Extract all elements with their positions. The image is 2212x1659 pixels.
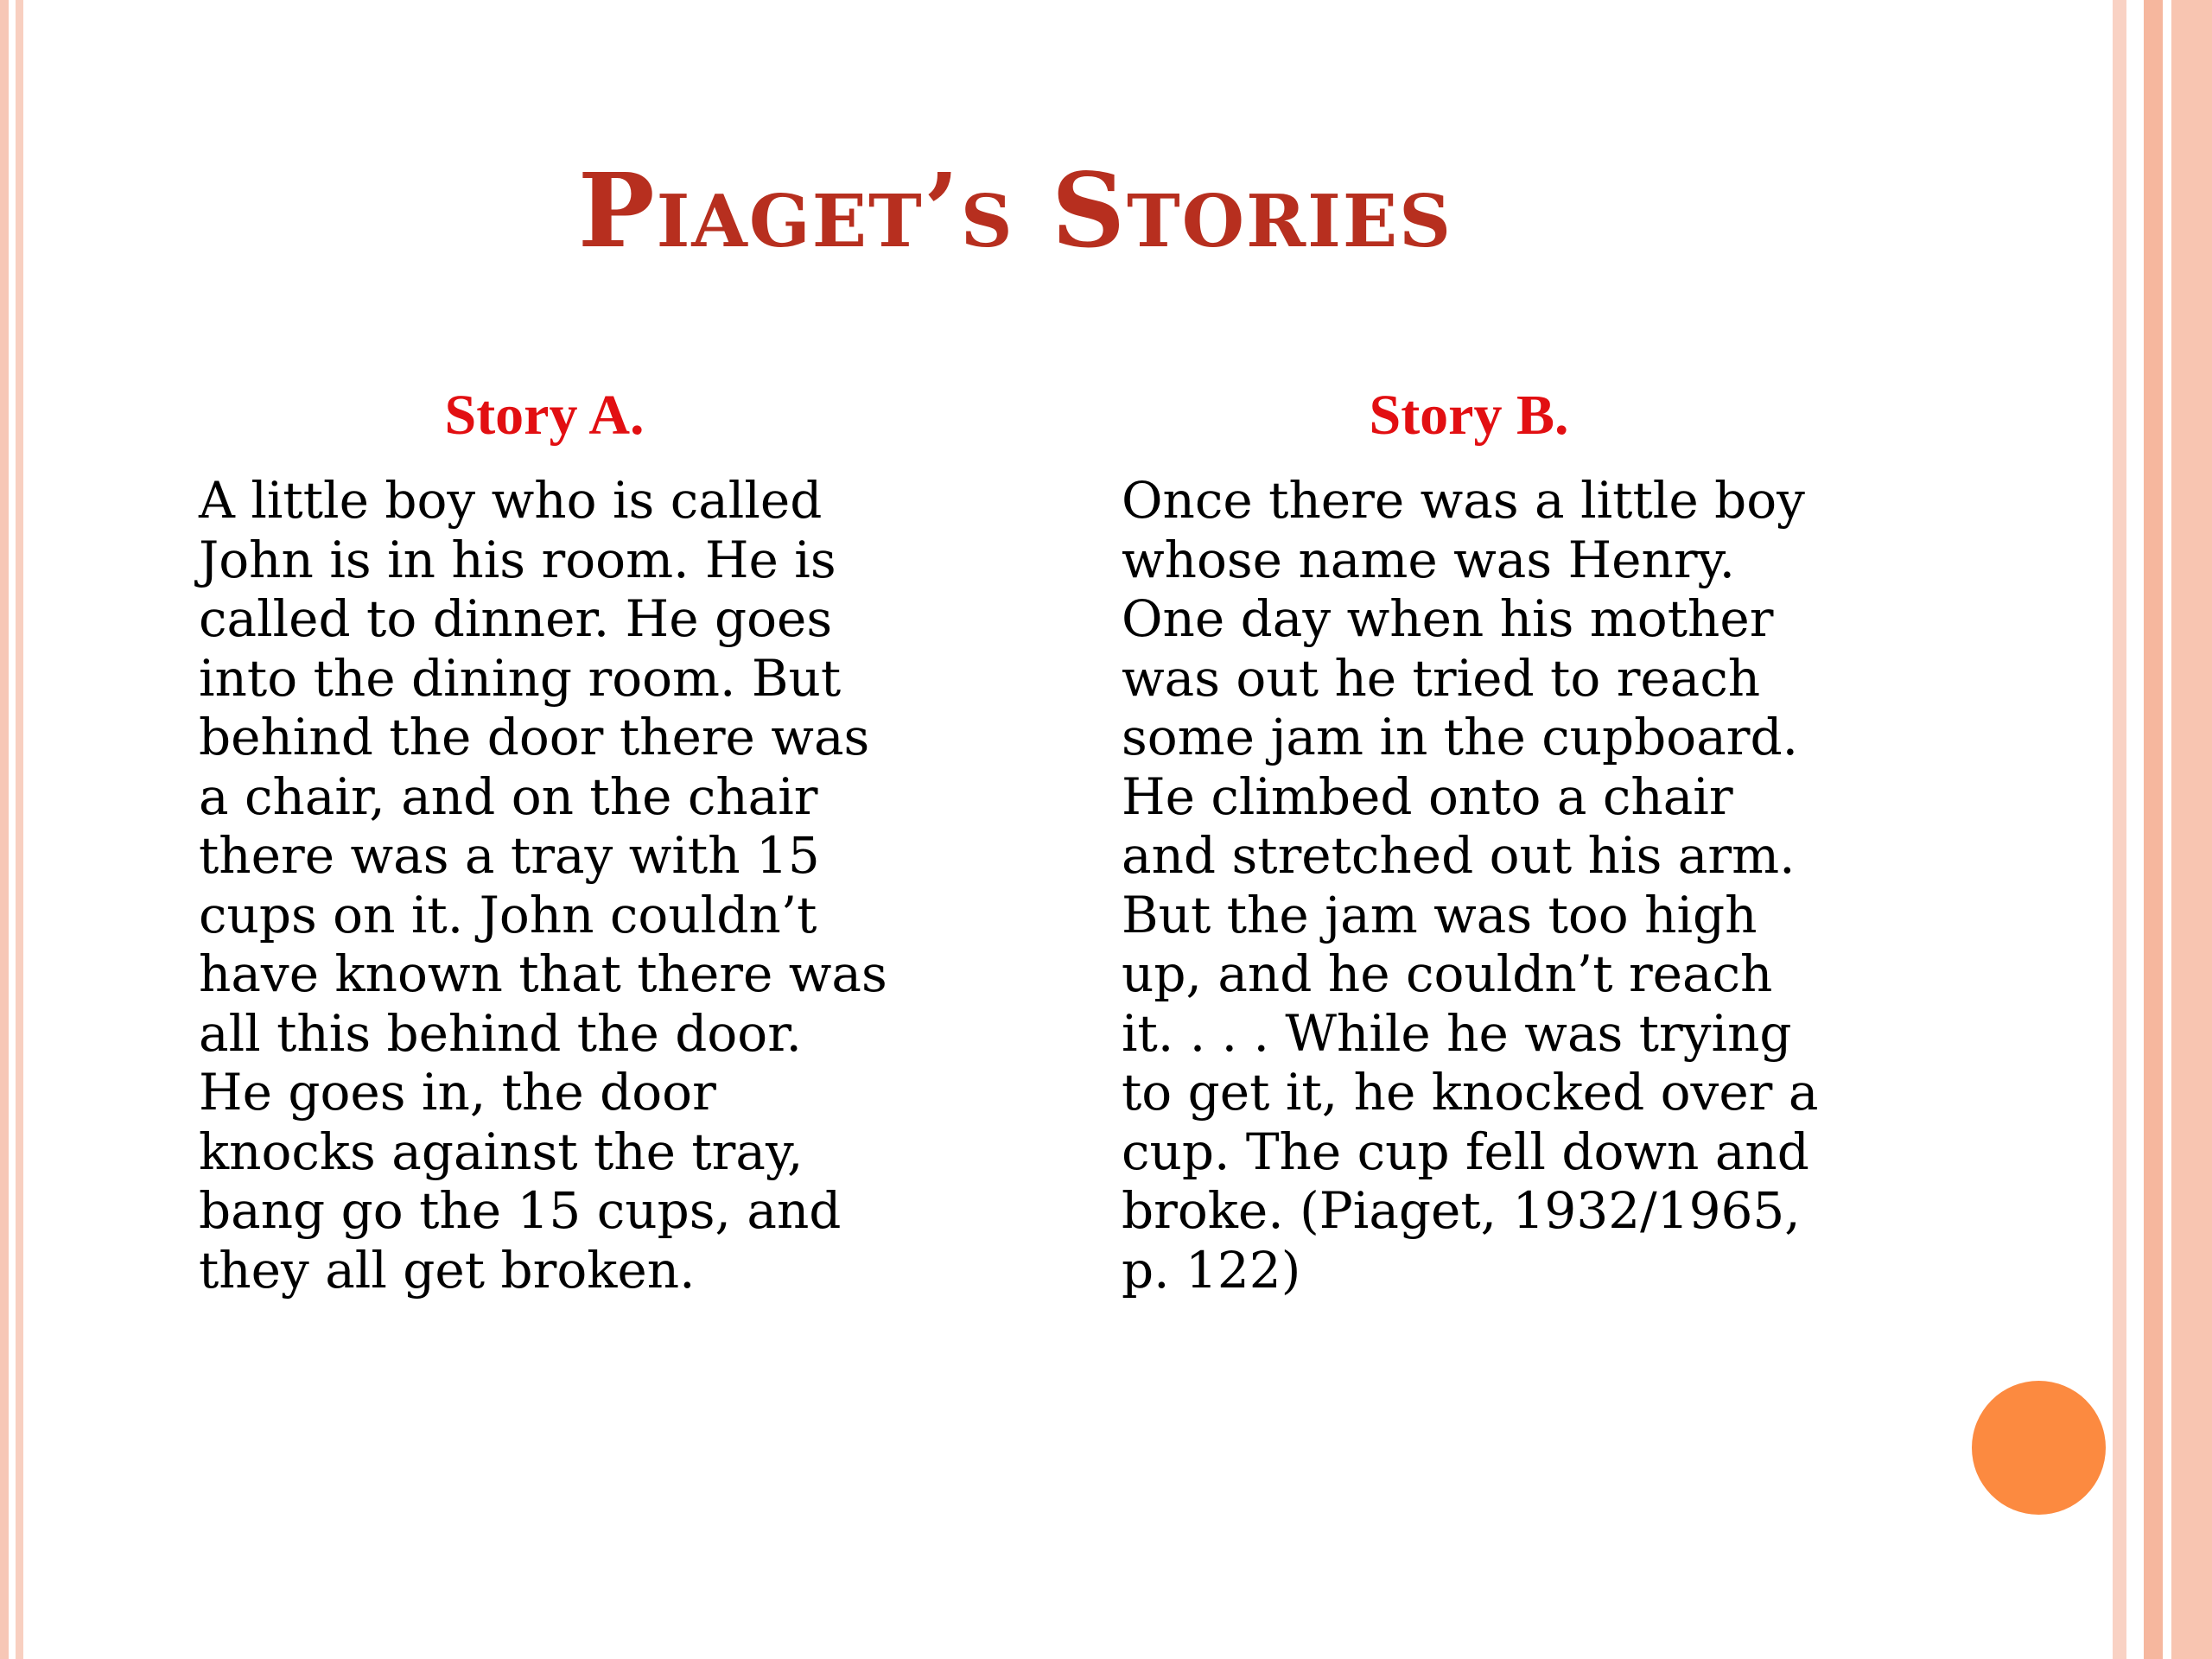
slide-title: Piaget’s Stories bbox=[577, 150, 1453, 270]
story-a-heading: Story A. bbox=[444, 384, 645, 447]
story-b-text: Once there was a little boy whose name was Henry. One day when his mother was out he tried to reach some jam in the cupboard. He climbed onto a chair and stretched out his arm. But the jam was too high up, and he couldn’t reach it. . . . While he was trying to get it, he knocked over a cup. The cup fell down and broke. (Piaget, 1932/1965, p. 122) bbox=[1122, 471, 1819, 1300]
right-border-stripe-3 bbox=[2171, 0, 2212, 1659]
story-a-text: A little boy who is called John is in his room. He is called to dinner. He goes into the dining room. But behind the door there was a chair, and on the chair there was a tray with 15 cups on it. John couldn’t have known that there was all this behind the door. He goes in, the door knocks against the tray, bang go the 15 cups, and they all get broken. bbox=[199, 471, 887, 1300]
right-border-gap-1 bbox=[2126, 0, 2144, 1659]
accent-circle-decoration bbox=[1972, 1381, 2106, 1515]
story-b-heading: Story B. bbox=[1369, 384, 1569, 447]
right-border-stripe-1 bbox=[2113, 0, 2126, 1659]
right-border-gap-2 bbox=[2163, 0, 2171, 1659]
right-border-stripe-2 bbox=[2144, 0, 2163, 1659]
